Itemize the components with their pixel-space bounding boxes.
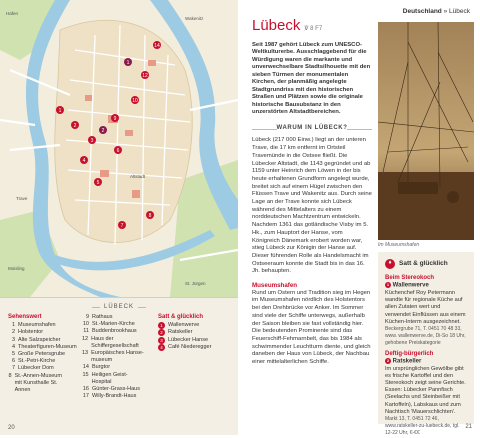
harbour-photo [378, 22, 474, 240]
restaurant-entry[interactable]: Deftig-bürgerlich 2 Ratskeller Im ursprünglichen Gewölbe gibt es frische Kartoffel und den Stereokoch zeigt seine Gerichte. Essen: Lübecker Pannfisch (Seelachs und Steinbeißer mit Kartoffeln), Labskaus und zum Nachtisch 'Mauerschlichten'. Markt 13, T. 0451 72 46, www.ratskeller-zu-luebeck.de, tgl. 12-22 Uhr, €-€€ [385, 350, 466, 437]
photo-caption: Im Museumshafen [378, 242, 420, 248]
legend-title: LÜBECK [0, 304, 238, 310]
legend-food-head: Satt & glücklich [158, 314, 204, 320]
map-graphic [0, 0, 238, 297]
legend-item[interactable]: 7 Lübecker Dom [11, 365, 54, 372]
legend-item[interactable]: 5 Große Petersgrube [11, 351, 66, 358]
svg-text:5: 5 [96, 180, 100, 186]
svg-text:14: 14 [154, 43, 160, 49]
photo-column [378, 22, 474, 248]
legend-item[interactable]: 14 Burgtor [82, 364, 111, 371]
legend-item[interactable]: 13 Europäisches Hanse-museum [82, 350, 144, 364]
running-header: Deutschland » Lübeck [402, 8, 470, 15]
legend-item[interactable]: 12 Haus der Schiffergesellschaft [82, 335, 139, 349]
legend-item[interactable]: 11 Buddenbrookhaus [83, 328, 137, 335]
legend-item[interactable]: 6 St.-Petri-Kirche [11, 358, 56, 365]
legend-item[interactable]: 3 Lübecker Hanse [158, 337, 211, 344]
legend-item[interactable]: 4 Café Niederegger [158, 344, 211, 351]
svg-text:3: 3 [90, 138, 94, 144]
svg-text:4: 4 [82, 158, 86, 164]
legend-food-col [158, 314, 211, 351]
legend-item[interactable]: 16 Günter-Grass-Haus [82, 386, 140, 393]
city-map[interactable] [0, 0, 238, 297]
body-text: Lübeck (217 000 Einw.) liegt an der unteren Trave, die 17 km entfernt im Ortsteil Travemünde in die Ostsee fließt. Die Lübecker Altstadt, die 1143 gegründet und ab 1159 unter Heinrich dem Löwen in der bis heute erhaltenen Grundform angelegt wurde, breitet sich auf einem Hügel zwischen den Flüssen Trave und Wakenitz aus. Durch seine Lage an der Trave konnte sich Lübeck während des Mittelalters zu einem norddeutschen Machtzentrum entwickeln. Nachdem 1361 das gotländische Visby im 5. Hk., zum Hauptort der Hanse, vom Königreich Dänemark erobert worden war, stieg Lübeck zur Königin der Hanse auf. Dieser führenden Rolle als Handelsmacht im Ostseeraum konnte die Stadt bis in das 16. Jh. behaupten. [252, 137, 372, 275]
svg-text:Hafen: Hafen [6, 11, 19, 16]
svg-text:10: 10 [132, 98, 138, 104]
svg-text:12: 12 [142, 73, 148, 79]
legend-item[interactable]: 1 Museumshafen [11, 322, 56, 329]
map-legend [0, 297, 238, 435]
legend-item[interactable]: 17 Willy-Brandt-Haus [82, 393, 137, 400]
legend-item[interactable]: 4 Theaterfiguren-Museum [11, 343, 77, 350]
svg-text:Trave: Trave [16, 196, 28, 201]
svg-text:8: 8 [148, 213, 152, 219]
svg-text:2: 2 [73, 123, 77, 129]
restaurant-badge: 2 [386, 357, 390, 363]
svg-text:1: 1 [58, 108, 62, 114]
text-column [252, 17, 372, 367]
svg-text:Wakenitz: Wakenitz [185, 16, 204, 21]
legend-sights-head: Sehenswert [8, 314, 42, 320]
svg-text:6: 6 [116, 148, 120, 154]
page-number-left: 20 [8, 425, 15, 431]
restaurant-entry[interactable]: Beim Stereokoch 1 Wallenwerve Küchenchef Roy Petermann wandte für regionale Küche auf allen Zutaten wert und verwendet Einflüssen aus einem Küchen-Interm ausgezeichnet. Beckergrube 71, T. 0451 70 48 33, www. wallenwerve.de, Di-So 18 Uhr, gehobene Preiskategorie [385, 275, 466, 347]
page-number-right: 21 [465, 424, 472, 430]
svg-text:Moisling: Moisling [8, 266, 25, 271]
fork-knife-icon: ♦ [385, 259, 395, 269]
legend-item[interactable]: 8 St.-Annen-Museum mit Kunsthalle St. Annen [8, 372, 62, 394]
legend-sights-col-2 [82, 314, 144, 400]
why-heading: WARUM IN LÜBECK? [252, 125, 372, 133]
legend-sights-col [8, 314, 77, 394]
intro-text: Seit 1987 gehört Lübeck zum UNESCO-Weltkulturerbe. Ausschlaggebend für die Würdigung waren die markante und unverwechselbare Stadtsilhouette mit den sieben Türmen der monumentalen Kirchen, der planmäßig angelegte Stadtgrundriss mit den historischen Straßen und Plätzen sowie die originale historische Bausubstanz in den unzerstörten Altstadtbereichen. [252, 41, 371, 116]
legend-item[interactable]: 2 Ratskeller [158, 329, 211, 336]
svg-text:7: 7 [120, 223, 124, 229]
legend-item[interactable]: 2 Holstentor [11, 329, 44, 336]
museum-text: Rund um Ostern und Tradition sieg im Hegen im Museumshafen nördlich des Holstentors bei den Drehbrücke vor Anker. Im Sommer sind viele der Schiffe unterwegs, außerhalb der Saison bleiben sie fast vollständig hier. Die bedeutenden Prominente sind das Feuerschiff-Fehmarnbelt, das bis 1984 als schwimmender Leuchtturm diente, und gleich daneben der Haus von Lübeck, der Nachbau einer mittelalterlichen Schiffe. [252, 289, 371, 366]
legend-item[interactable]: 9 Rathaus [85, 314, 113, 320]
legend-item[interactable]: 15 Heiligen Geist-Hospital [82, 371, 128, 385]
legend-item[interactable]: 1 Wallenwerve [158, 322, 211, 329]
page-title: Lübeck ℣ 8 F7 [252, 17, 323, 34]
svg-text:9: 9 [113, 116, 117, 122]
right-page [238, 0, 480, 437]
legend-item[interactable]: 10 St.-Marien-Kirche [82, 321, 135, 328]
food-box-title: ♦ Satt & glücklich [378, 252, 474, 272]
museum-heading: Museumshafen [252, 282, 298, 290]
svg-text:Altstadt: Altstadt [130, 174, 146, 179]
map-reference: ℣ 8 F7 [304, 26, 323, 32]
svg-text:St. Jürgen: St. Jürgen [185, 281, 206, 286]
svg-text:2: 2 [101, 128, 105, 134]
svg-text:1: 1 [126, 60, 130, 66]
legend-item[interactable]: 3 Alte Salzspeicher [11, 336, 61, 343]
restaurant-badge: 1 [386, 282, 390, 288]
